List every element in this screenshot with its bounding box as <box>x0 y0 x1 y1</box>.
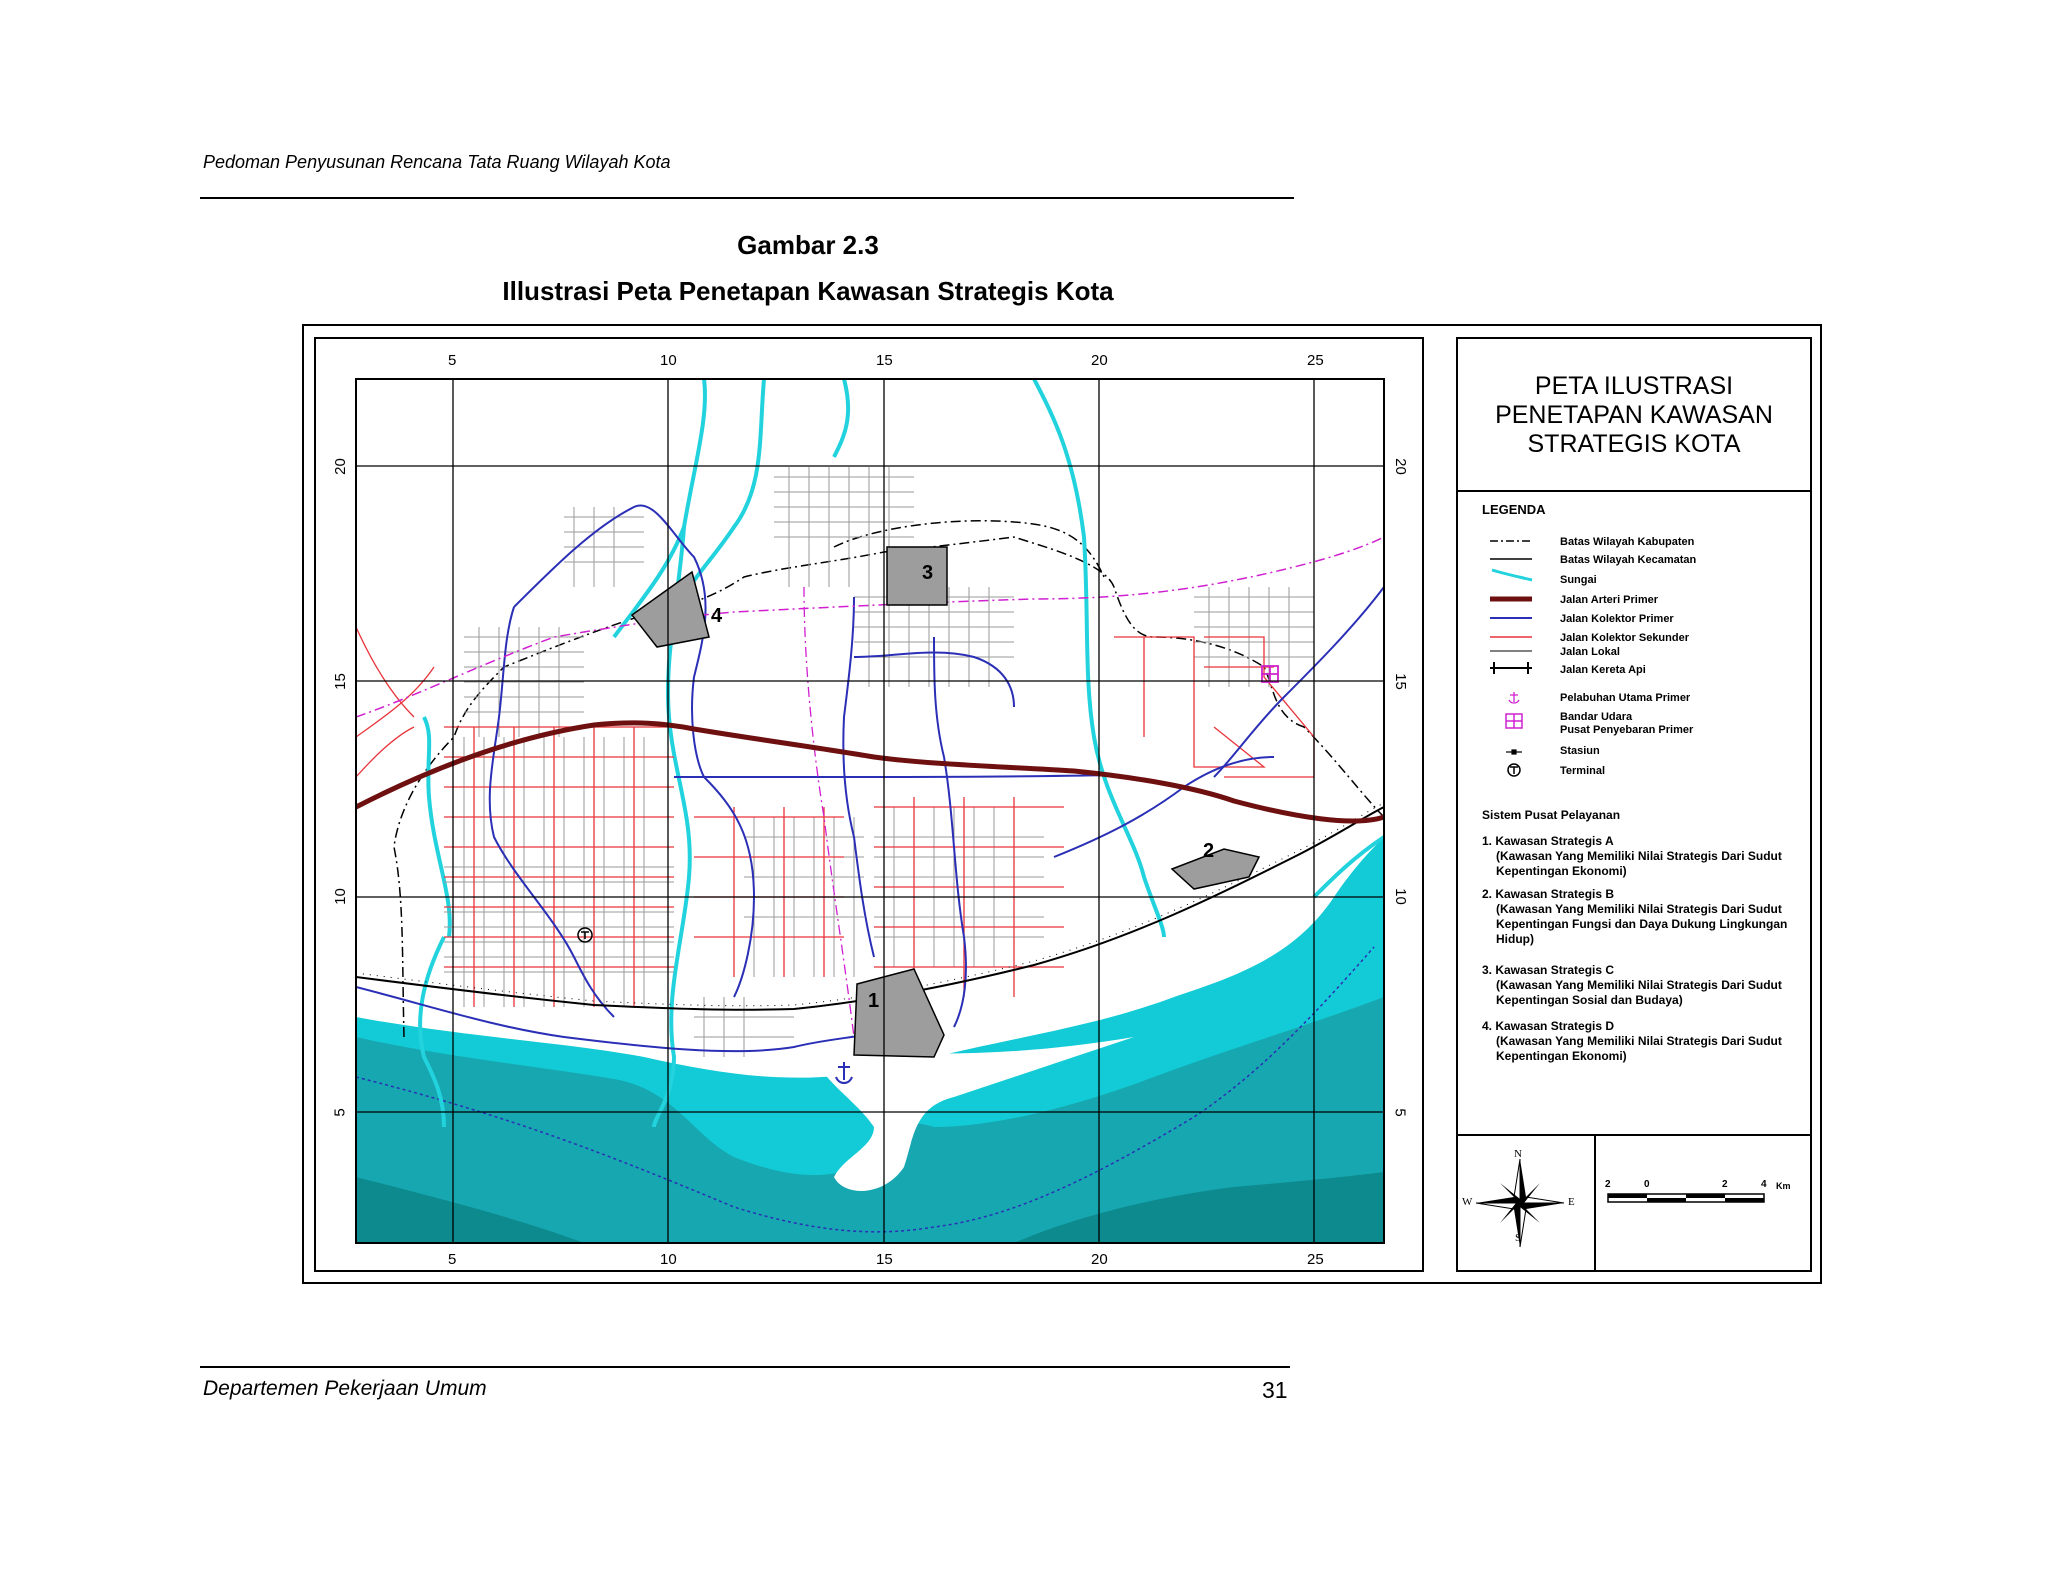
x-tick-bottom: 15 <box>876 1251 893 1268</box>
zone-label-3: 3 <box>922 562 934 584</box>
x-tick-bottom: 25 <box>1307 1251 1324 1268</box>
y-tick-left: 15 <box>331 673 349 690</box>
service-title: 3. Kawasan Strategis C <box>1482 963 1615 977</box>
legend-item: Jalan Kolektor Primer <box>1560 613 1674 625</box>
x-tick-top: 5 <box>448 352 457 369</box>
legend-item: Terminal <box>1560 765 1606 777</box>
x-tick-top: 25 <box>1307 352 1324 369</box>
zone-label-1: 1 <box>868 990 880 1012</box>
map-frame <box>314 337 1424 1272</box>
legend-item: Jalan Lokal <box>1560 646 1620 658</box>
scale-bar <box>1596 1170 1796 1210</box>
header-rule <box>200 197 1294 199</box>
legend-item: Bandar Udara <box>1560 711 1633 723</box>
compass-s: S <box>1515 1232 1522 1244</box>
footer-rule <box>200 1366 1290 1368</box>
figure-title: Illustrasi Peta Penetapan Kawasan Strategis Kota <box>502 276 1114 306</box>
service-desc: (Kawasan Yang Memiliki Nilai Strategis Dari Sudut Kepentingan Sosial dan Budaya) <box>1496 978 1782 1007</box>
legend-item: Pusat Penyebaran Primer <box>1560 724 1694 736</box>
legend-item: Sungai <box>1560 574 1597 586</box>
legend-item: Batas Wilayah Kecamatan <box>1560 554 1697 566</box>
x-tick-bottom: 10 <box>660 1251 677 1268</box>
legend-heading: LEGENDA <box>1482 502 1546 517</box>
y-tick-left: 5 <box>331 1108 349 1117</box>
legend-item: Jalan Kereta Api <box>1560 664 1646 676</box>
compass-e: E <box>1568 1196 1575 1208</box>
service-desc: (Kawasan Yang Memiliki Nilai Strategis Dari Sudut Kepentingan Fungsi dan Daya Dukung Lingkungan Hidup) <box>1496 902 1788 946</box>
scale-label: 2 <box>1605 1179 1611 1190</box>
y-tick-right: 15 <box>1391 673 1409 690</box>
legend-item: Pelabuhan Utama Primer <box>1560 692 1691 704</box>
running-header: Pedoman Penyusunan Rencana Tata Ruang Wilayah Kota <box>203 152 671 172</box>
airport-icon <box>1506 714 1522 728</box>
service-title: 2. Kawasan Strategis B <box>1482 887 1615 901</box>
x-tick-top: 15 <box>876 352 893 369</box>
legend-item: Stasiun <box>1560 745 1600 757</box>
page-number: 31 <box>1262 1377 1288 1403</box>
zone-label-2: 2 <box>1203 840 1215 862</box>
compass-w: W <box>1462 1196 1473 1208</box>
legend-panel <box>1456 337 1812 1272</box>
y-tick-right: 10 <box>1391 888 1409 905</box>
service-item <box>1482 887 1802 947</box>
service-desc: (Kawasan Yang Memiliki Nilai Strategis Dari Sudut Kepentingan Ekonomi) <box>1496 1034 1782 1063</box>
x-tick-bottom: 20 <box>1091 1251 1108 1268</box>
legend-title <box>1458 372 1810 459</box>
scale-label: 0 <box>1644 1179 1650 1190</box>
service-item <box>1482 963 1802 1008</box>
legend-item: Jalan Kolektor Sekunder <box>1560 632 1689 644</box>
compass-n: N <box>1514 1148 1522 1160</box>
station-icon <box>1506 750 1522 754</box>
service-title: 4. Kawasan Strategis D <box>1482 1019 1615 1033</box>
zone-label-4: 4 <box>711 605 723 627</box>
service-title: 1. Kawasan Strategis A <box>1482 834 1614 848</box>
legend-line-symbols <box>1490 536 1550 686</box>
x-tick-bottom: 5 <box>448 1251 457 1268</box>
y-tick-left: 20 <box>331 458 349 475</box>
y-tick-right: 5 <box>1391 1108 1409 1117</box>
scale-label: 4 <box>1761 1179 1767 1190</box>
legend-title-line: PENETAPAN KAWASAN <box>1495 401 1773 429</box>
harbour-anchor-icon <box>1509 692 1519 703</box>
x-tick-top: 10 <box>660 352 677 369</box>
service-system-heading: Sistem Pusat Pelayanan <box>1482 808 1621 822</box>
figure-number: Gambar 2.3 <box>737 230 879 260</box>
footer-publisher: Departemen Pekerjaan Umum <box>203 1377 487 1400</box>
terminal-icon <box>1508 764 1520 776</box>
x-tick-top: 20 <box>1091 352 1108 369</box>
service-item <box>1482 834 1802 879</box>
y-tick-left: 10 <box>331 888 349 905</box>
legend-title-line: PETA ILUSTRASI <box>1534 372 1734 400</box>
legend-item: Batas Wilayah Kabupaten <box>1560 536 1695 548</box>
service-item <box>1482 1019 1802 1064</box>
legend-divider <box>1458 490 1810 492</box>
legend-title-line: STRATEGIS KOTA <box>1527 430 1741 458</box>
legend-item: Jalan Arteri Primer <box>1560 594 1659 606</box>
legend-point-symbols <box>1490 690 1550 780</box>
y-tick-right: 20 <box>1391 458 1409 475</box>
scale-label: 2 <box>1722 1179 1728 1190</box>
service-desc: (Kawasan Yang Memiliki Nilai Strategis Dari Sudut Kepentingan Ekonomi) <box>1496 849 1782 878</box>
scale-unit: Km <box>1776 1181 1791 1191</box>
